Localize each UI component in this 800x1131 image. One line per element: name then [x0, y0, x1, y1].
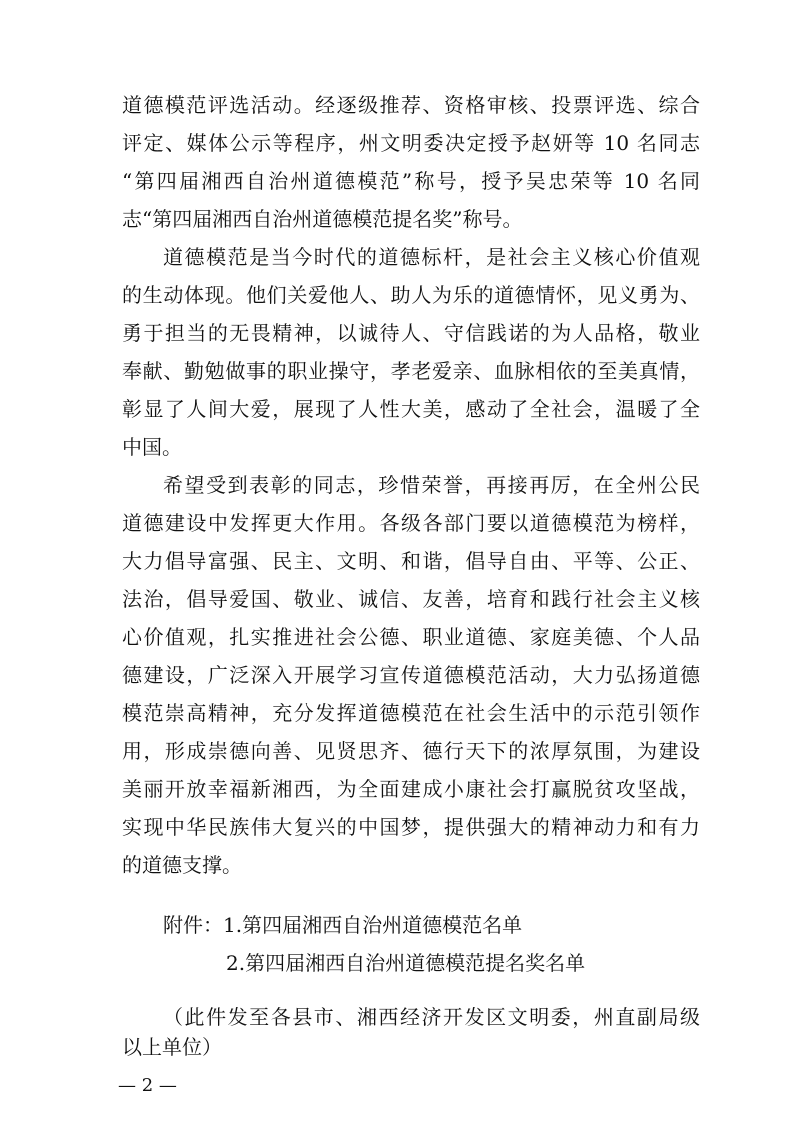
paragraph-3-line-1: 希望受到表彰的同志，珍惜荣誉，再接再厉，在全州公民 [163, 473, 700, 497]
paragraph-3-line-10: 实现中华民族伟大复兴的中国梦，提供强大的精神动力和有力 [122, 815, 700, 839]
paragraph-3-line-2: 道德建设中发挥更大作用。各级各部门要以道德模范为榜样， [122, 511, 700, 535]
paragraph-1-line-2: 评定、媒体公示等程序，州文明委决定授予赵妍等 10 名同志 [122, 131, 700, 155]
paragraph-3-line-4: 法治，倡导爱国、敬业、诚信、友善，培育和践行社会主义核 [122, 587, 700, 611]
paragraph-2-line-4: 奉献、勤勉做事的职业操守，孝老爱亲、血脉相依的至美真情， [122, 359, 700, 383]
paragraph-3-line-9: 美丽开放幸福新湘西，为全面建成小康社会打赢脱贫攻坚战， [122, 777, 700, 801]
paragraph-2-line-1: 道德模范是当今时代的道德标杆，是社会主义核心价值观 [163, 245, 700, 269]
paragraph-1-line-4: 志“第四届湘西自治州道德模范提名奖”称号。 [122, 207, 523, 231]
attachment-line-2: 2.第四届湘西自治州道德模范提名奖名单 [226, 951, 586, 975]
paragraph-3-line-6: 德建设，广泛深入开展学习宣传道德模范活动，大力弘扬道德 [122, 663, 700, 687]
paragraph-3-line-11: 的道德支撑。 [122, 853, 242, 877]
paragraph-3-line-5: 心价值观，扎实推进社会公德、职业道德、家庭美德、个人品 [122, 625, 700, 649]
paragraph-1-line-3: “第四届湘西自治州道德模范”称号，授予吴忠荣等 10 名同 [122, 169, 700, 193]
paragraph-2-line-2: 的生动体现。他们关爱他人、助人为乐的道德情怀，见义勇为、 [122, 283, 700, 307]
distribution-note-line-2: 以上单位） [122, 1035, 222, 1059]
paragraph-1-line-1: 道德模范评选活动。经逐级推荐、资格审核、投票评选、综合 [122, 93, 700, 117]
paragraph-2-line-3: 勇于担当的无畏精神，以诚待人、守信践诺的为人品格，敬业 [122, 321, 700, 345]
distribution-note-line-1: （此件发至各县市、湘西经济开发区文明委，州直副局级 [163, 1005, 700, 1029]
paragraph-3-line-8: 用，形成崇德向善、见贤思齐、德行天下的浓厚氛围，为建设 [122, 739, 700, 763]
attachment-line-1: 附件：1.第四届湘西自治州道德模范名单 [163, 913, 523, 937]
paragraph-2-line-5: 彰显了人间大爱，展现了人性大美，感动了全社会，温暖了全 [122, 397, 700, 421]
page-number: — 2 — [118, 1075, 177, 1096]
paragraph-3-line-7: 模范崇高精神，充分发挥道德模范在社会生活中的示范引领作 [122, 701, 700, 725]
paragraph-2-line-6: 中国。 [122, 435, 182, 459]
paragraph-3-line-3: 大力倡导富强、民主、文明、和谐，倡导自由、平等、公正、 [122, 549, 700, 573]
